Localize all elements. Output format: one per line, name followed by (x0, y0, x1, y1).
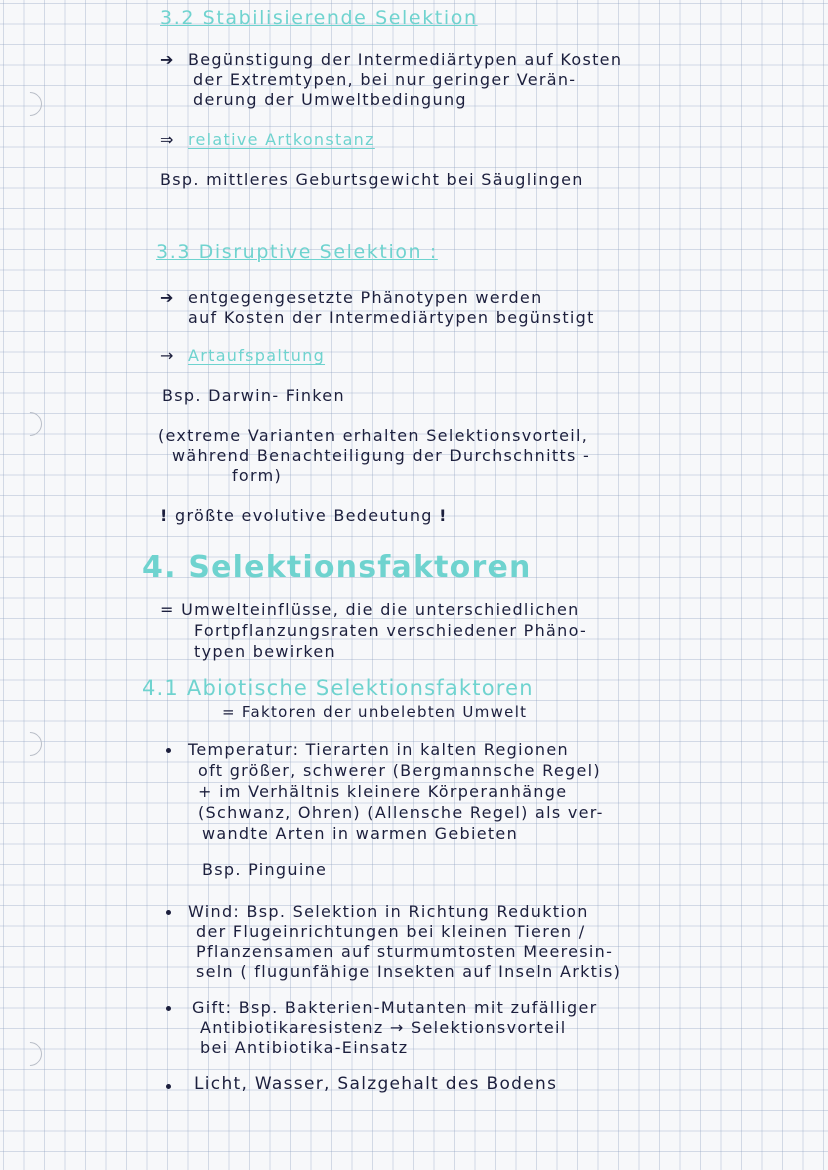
bullet-gift (166, 1006, 171, 1011)
s4-def2: Fortpflanzungsraten verschiedener Phäno- (194, 621, 588, 640)
temp-line2: oft größer, schwerer (Bergmannsche Regel) (198, 761, 601, 780)
temp-line3: + im Verhältnis kleinere Körperanhänge (198, 782, 568, 801)
s32-result (160, 130, 375, 150)
gift-line1: Gift: Bsp. Bakterien-Mutanten mit zufälliger (192, 998, 598, 1017)
heading-3-2: 3.2 Stabilisierende Selektion (160, 7, 478, 29)
temp-example: Bsp. Pinguine (202, 860, 328, 879)
wind-line2: der Flugeinrichtungen bei kleinen Tieren / (196, 922, 586, 941)
s32-example: Bsp. mittleres Geburtsgewicht bei Säuglingen (160, 170, 584, 189)
temp-line4: (Schwanz, Ohren) (Allensche Regel) als ver- (198, 803, 604, 822)
arrow-right-icon: ➔ (160, 288, 175, 307)
wind-line1: Wind: Bsp. Selektion in Richtung Reduktion (188, 902, 589, 921)
exclamation-icon: ! (160, 506, 169, 525)
heading-3-3: 3.3 Disruptive Selektion : (156, 241, 438, 263)
s32-result-text: relative Artkonstanz (188, 130, 375, 149)
heading-4-1: 4.1 Abiotische Selektionsfaktoren (142, 676, 534, 700)
s32-line1-text: Begünstigung der Intermediärtypen auf Kosten (188, 50, 623, 69)
s33-line1 (160, 288, 543, 308)
wind-line4: seln ( flugunfähige Insekten auf Inseln Arktis) (196, 962, 622, 981)
bullet-wind (166, 910, 171, 915)
s33-note1: (extreme Varianten erhalten Selektionsvorteil, (158, 426, 589, 445)
exclamation-icon: ! (439, 506, 448, 525)
implies-icon: ⇒ (160, 130, 175, 149)
heading-4: 4. Selektionsfaktoren (142, 550, 532, 585)
s32-line2: der Extremtypen, bei nur geringer Verän- (193, 70, 577, 89)
s32-line3: derung der Umweltbedingung (193, 90, 467, 109)
s33-result-text: Artaufspaltung (188, 346, 326, 365)
s33-line2: auf Kosten der Intermediärtypen begünstigt (188, 308, 595, 327)
arrow-right-icon: ➔ (160, 50, 175, 69)
s32-line1 (160, 50, 622, 70)
gift-line2: Antibiotikaresistenz → Selektionsvorteil (200, 1018, 567, 1037)
wind-line3: Pflanzensamen auf sturmumtosten Meeresin- (196, 942, 614, 961)
s4-def3: typen bewirken (194, 642, 336, 661)
binder-hole (13, 407, 47, 441)
s33-result (160, 346, 325, 366)
binder-holes (18, 0, 48, 1170)
binder-hole (13, 727, 47, 761)
s33-note2: während Benachteiligung der Durchschnitts - (172, 446, 591, 465)
other-factors: Licht, Wasser, Salzgehalt des Bodens (194, 1074, 558, 1094)
bullet-temperature (166, 748, 171, 753)
binder-hole (13, 87, 47, 121)
implies-alt-icon: → (160, 346, 175, 365)
temp-line1: Temperatur: Tierarten in kalten Regionen (188, 740, 569, 759)
s33-example: Bsp. Darwin- Finken (162, 386, 345, 405)
s33-importance (160, 506, 448, 526)
temp-line5: wandte Arten in warmen Gebieten (202, 824, 519, 843)
s41-def: = Faktoren der unbelebten Umwelt (222, 703, 528, 721)
binder-hole (13, 1037, 47, 1071)
s4-def1: = Umwelteinflüsse, die die unterschiedlichen (160, 600, 580, 619)
gift-line3: bei Antibiotika-Einsatz (200, 1038, 409, 1057)
s33-line1-text: entgegengesetzte Phänotypen werden (188, 288, 543, 307)
bullet-other (166, 1084, 171, 1089)
s33-note3: form) (232, 466, 283, 485)
s33-importance-text: größte evolutive Bedeutung (175, 506, 433, 525)
